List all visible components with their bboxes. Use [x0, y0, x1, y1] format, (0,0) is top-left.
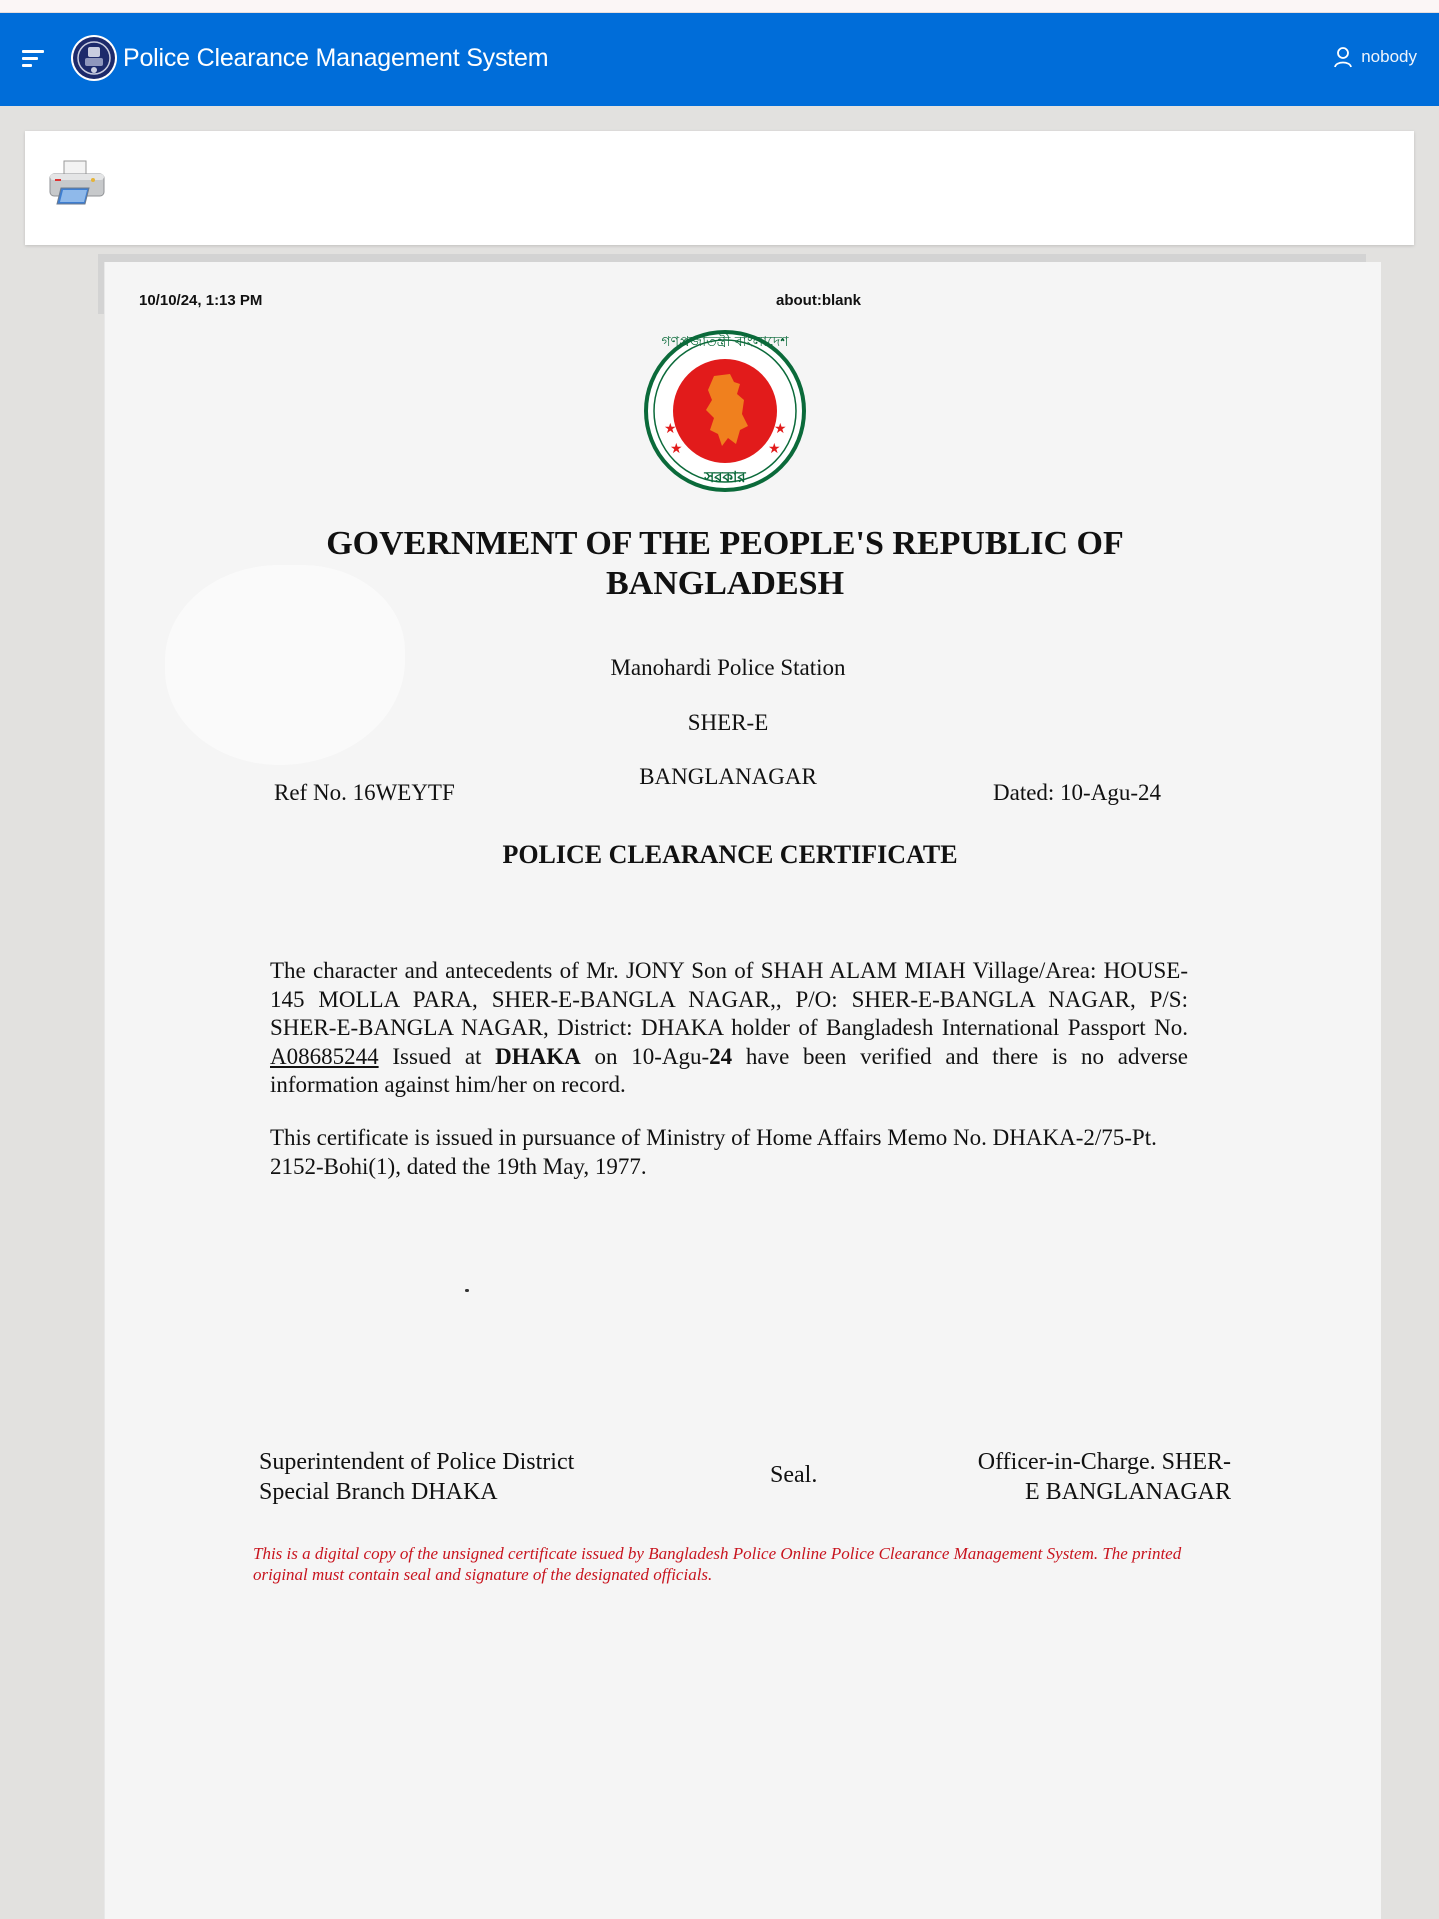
police-logo-icon [70, 34, 118, 82]
signatory-left [259, 1447, 574, 1507]
user-name: nobody [1361, 47, 1417, 66]
reference-number: Ref No. 16WEYTF [274, 780, 455, 805]
signatory-left-line-2: Special Branch DHAKA [259, 1479, 498, 1505]
government-emblem-icon [644, 330, 806, 492]
svg-text:★: ★ [768, 441, 781, 457]
passport-number: A08685244 [270, 1043, 379, 1069]
certificate-date: Dated: 10-Agu-24 [993, 780, 1161, 805]
page-frame [98, 254, 1366, 262]
svg-text:★: ★ [670, 441, 683, 457]
print-header-datetime: 10/10/24, 1:13 PM [139, 292, 263, 309]
certificate-title: POLICE CLEARANCE CERTIFICATE [502, 840, 958, 869]
print-header-url: about:blank [776, 292, 861, 309]
svg-text:★: ★ [774, 421, 787, 437]
stray-mark [465, 1289, 469, 1292]
emblem-text-top: গণপ্রজাতন্ত্রী বাংলাদেশ [661, 334, 789, 350]
body-text-end: have been verified and there is no adverse information against him/her on record. [270, 1043, 1188, 1097]
app-bar [0, 13, 1439, 106]
station-line-2: BANGLANAGAR [639, 764, 817, 789]
issue-year: 24 [709, 1043, 733, 1069]
police-station-name: Manohardi Police Station [610, 655, 846, 680]
signatory-left-line-1: Superintendent of Police District [259, 1449, 575, 1475]
signatory-right [900, 1447, 1231, 1507]
seal-label: Seal. [770, 1462, 818, 1488]
signatory-right-line-1: Officer-in-Charge. SHER- [977, 1449, 1231, 1475]
memo-paragraph: This certificate is issued in pursuance of Ministry of Home Affairs Memo No. DHAKA-2/75-Pt. 2152-Bohi(1), dated the 19th May, 1977. [270, 1125, 1157, 1179]
issue-date-label: on 10-Agu- [580, 1043, 710, 1069]
user-icon [1333, 46, 1353, 68]
svg-text:★: ★ [664, 421, 677, 437]
printer-icon[interactable] [47, 158, 107, 212]
government-title: GOVERNMENT OF THE PEOPLE'S REPUBLIC OF BANGLADESH [326, 525, 1124, 602]
signatory-right-line-2: E BANGLANAGAR [1025, 1479, 1231, 1505]
issued-at-label: Issued at [378, 1043, 496, 1069]
station-line-1: SHER-E [687, 710, 769, 735]
emblem-text-bottom: সরকার [704, 468, 746, 486]
menu-icon[interactable] [22, 47, 48, 71]
certificate-body [270, 957, 1188, 1100]
disclaimer-text: This is a digital copy of the unsigned certificate issued by Bangladesh Police Online Police Clearance Management System. The printed original must contain seal and signature of the designated officials. [253, 1544, 1182, 1584]
browser-top-strip [0, 0, 1439, 13]
app-title: Police Clearance Management System [123, 44, 549, 72]
toolbar-card [25, 131, 1414, 245]
body-text: The character and antecedents of Mr. JONY Son of SHAH ALAM MIAH Village/Area: HOUSE-145 MOLLA PARA, SHER-E-BANGLA NAGAR,, P/O: SHER-E-BANGLA NAGAR, P/S: SHER-E-BANGLA NAGAR, District: DHAKA holder of Bangladesh International Passport No. [270, 958, 1188, 1040]
user-menu[interactable] [1333, 46, 1417, 68]
issued-at-place: DHAKA [495, 1043, 581, 1069]
